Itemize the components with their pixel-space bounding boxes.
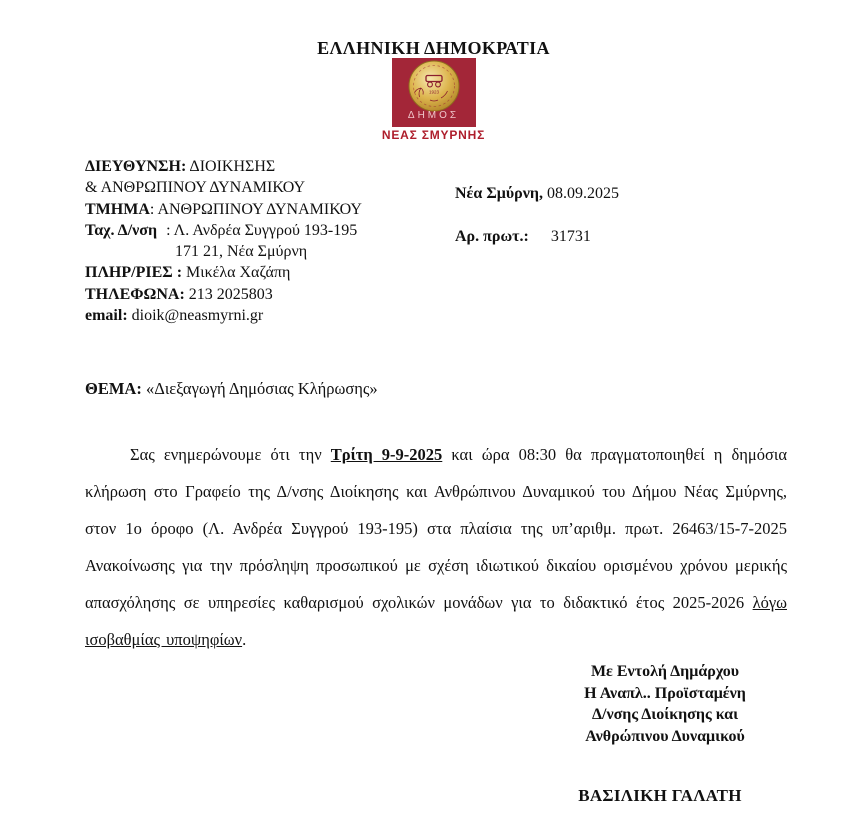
address-value: : Λ. Ανδρέα Συγγρού 193-195: [166, 221, 358, 239]
subject-text: «Διεξαγωγή Δημόσιας Κλήρωσης»: [145, 379, 378, 398]
sender-info-block: [85, 156, 362, 326]
municipal-seal-icon: [408, 60, 460, 112]
directorate-line: [85, 156, 362, 177]
signature-line-3: Δ/νσης Διοίκησης και: [591, 706, 739, 723]
body-middle: και ώρα 08:30 θα πραγματοποιηθεί η δημόσια κλήρωση στο Γραφείο της Δ/νσης Διοίκησης και Ανθρώπινου Δυναμικού του Δήμου Νέας Σμύρνης, στον 1ο όροφο (Λ. Ανδρέα Συγγρού 193-195) στα πλαίσια της υπ’αριθμ. πρωτ. 26463/15-7-2025 Ανακοίνωσης για την πρόσληψη προσωπικού με σχέση ιδιωτικού δικαίου ορισμένου χρόνου μερικής απασχόλησης σε υπηρεσίες καθαρισμού σχολικών μονάδων για το διδακτικό έτος 2025-2026: [85, 445, 787, 612]
directorate-line-2: & ΑΝΘΡΩΠΙΝΟΥ ΔΥΝΑΜΙΚΟΥ: [85, 179, 306, 197]
directorate-value: ΔΙΟΙΚΗΣΗΣ: [189, 158, 276, 175]
protocol-line: [455, 227, 619, 247]
email-value: dioik@neasmyrni.gr: [131, 307, 264, 325]
contact-line: [85, 262, 362, 283]
signer-name: ΒΑΣΙΛΙΚΗ ΓΑΛΑΤΗ: [578, 786, 742, 805]
phone-label: ΤΗΛΕΦΩΝΑ:: [85, 285, 185, 303]
municipal-logo: [0, 58, 867, 141]
body-date-emphasis: Τρίτη 9-9-2025: [330, 445, 443, 464]
svg-text:1923: 1923: [428, 89, 439, 95]
email-label: email:: [85, 307, 128, 325]
department-line: [85, 199, 362, 220]
address-line: [85, 220, 362, 241]
date-protocol-block: [455, 184, 619, 247]
document-date: 08.09.2025: [546, 185, 619, 202]
phone-value: 213 2025803: [188, 285, 273, 303]
directorate-label: ΔΙΕΥΘΥΝΣΗ:: [85, 158, 187, 175]
body-intro: Σας ενημερώνουμε ότι την: [130, 445, 331, 464]
contact-label: ΠΛΗΡ/ΡΙΕΣ :: [85, 264, 183, 282]
republic-title: ΕΛΛΗΝΙΚΗ ΔΗΜΟΚΡΑΤΙΑ: [317, 38, 550, 58]
email-line: [85, 305, 362, 326]
phone-line: [85, 284, 362, 305]
signature-line-2: Η Αναπλ.. Προϊσταμένη: [584, 684, 746, 702]
city-date-line: [455, 184, 619, 204]
logo-municipality-name: ΝΕΑΣ ΣΜΥΡΝΗΣ: [381, 128, 486, 142]
address-line-2: 171 21, Νέα Σμύρνη: [175, 243, 308, 261]
contact-value: Μικέλα Χαζάπη: [186, 264, 291, 282]
logo-square: [392, 58, 476, 127]
department-label: ΤΜΗΜΑ: [85, 200, 150, 218]
body-end: .: [242, 630, 247, 649]
city-label: Νέα Σμύρνη,: [455, 185, 543, 202]
subject-label: ΘΕΜΑ:: [85, 379, 142, 398]
protocol-label: Αρ. πρωτ.:: [455, 228, 529, 245]
signature-line-1: Με Εντολή Δημάρχου: [590, 663, 740, 680]
signature-block: [560, 661, 770, 747]
body-paragraph: [85, 436, 787, 658]
subject-line: [85, 379, 378, 399]
protocol-number: 31731: [550, 228, 591, 245]
department-value: : ΑΝΘΡΩΠΙΝΟΥ ΔΥΝΑΜΙΚΟΥ: [149, 200, 362, 218]
body-underlined-phrase: λόγω ισοβαθμίας υποψηφίων: [85, 593, 787, 649]
logo-org-label: ΔΗΜΟΣ: [407, 110, 460, 121]
address-label: Ταχ. Δ/νση: [85, 221, 158, 239]
signature-line-4: Ανθρώπινου Δυναμικού: [585, 727, 745, 745]
